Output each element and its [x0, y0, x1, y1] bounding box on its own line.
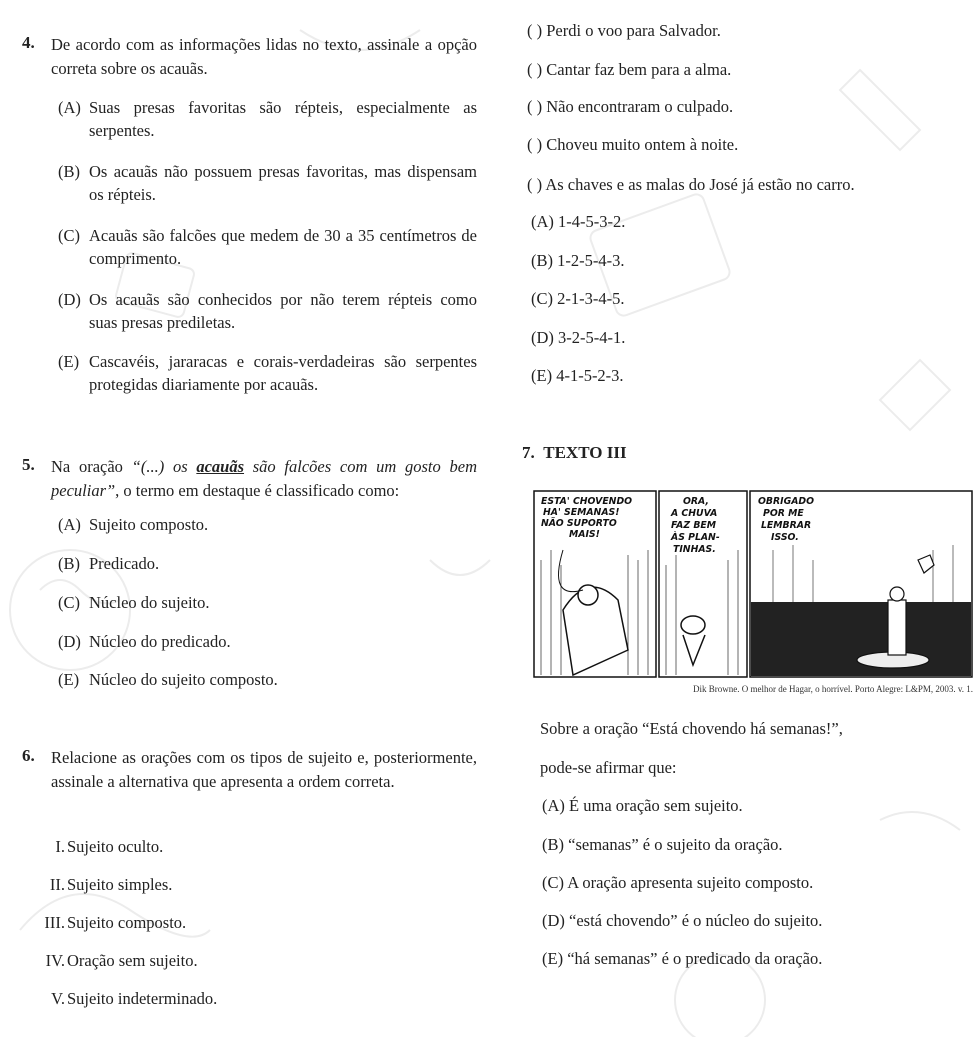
sentence-item: ( ) Perdi o voo para Salvador.	[527, 21, 721, 40]
speech-line: A CHUVA	[671, 508, 718, 519]
speech-line: ESTA' CHOVENDO	[541, 496, 633, 507]
question-lead: Na oração	[51, 457, 132, 476]
speech-line: FAZ BEM	[671, 520, 717, 531]
question-7-heading	[522, 442, 627, 464]
sentence-item: ( ) As chaves e as malas do José já estão no carro.	[527, 175, 855, 194]
option-text: Núcleo do predicado.	[89, 632, 231, 651]
question-tail: , o termo em destaque é classificado como:	[115, 481, 400, 500]
answer-option[interactable]	[58, 224, 477, 270]
answer-option[interactable]	[531, 250, 624, 272]
answer-option[interactable]	[542, 795, 743, 817]
answer-option[interactable]	[58, 668, 477, 691]
subject-type-item	[30, 836, 163, 858]
speech-line: TINHAS.	[673, 544, 716, 555]
speech-line: OBRIGADO	[758, 496, 815, 507]
question-number: 7.	[522, 443, 535, 462]
subject-type-item	[30, 874, 172, 896]
option-label: (E)	[531, 366, 553, 385]
option-label: (C)	[542, 873, 564, 892]
question-number: 6.	[22, 746, 35, 765]
subject-type-text: Sujeito indeterminado.	[67, 989, 218, 1008]
question-prompt-line-1: Sobre a oração “Está chovendo há semanas!”,	[540, 719, 843, 738]
roman-numeral: I.	[55, 837, 65, 856]
option-text: Os acauãs não possuem presas favoritas, mas dispensam os répteis.	[89, 162, 477, 204]
speech-line: ISSO.	[771, 532, 799, 543]
speech-line: POR ME	[763, 508, 804, 519]
answer-option[interactable]	[542, 910, 822, 932]
subject-type-text: Sujeito composto.	[67, 913, 187, 932]
option-text: É uma oração sem sujeito.	[569, 796, 743, 815]
option-text: Cascavéis, jararacas e corais-verdadeiras são serpentes protegidas diariamente por acauãs.	[89, 352, 477, 394]
option-label: (A)	[58, 98, 81, 117]
speech-line: NÃO SUPORTO	[541, 518, 617, 529]
answer-option[interactable]	[58, 350, 477, 396]
option-label: (E)	[542, 949, 564, 968]
option-text: Sujeito composto.	[89, 515, 209, 534]
option-text: Suas presas favoritas são répteis, especialmente as serpentes.	[89, 98, 477, 140]
question-number: 4.	[22, 33, 35, 52]
answer-option[interactable]	[531, 327, 625, 349]
answer-option[interactable]	[531, 211, 625, 233]
option-text: 2-1-3-4-5.	[557, 289, 625, 308]
option-label: (E)	[58, 352, 80, 371]
answer-option[interactable]	[542, 948, 822, 970]
sentence-item: ( ) Cantar faz bem para a alma.	[527, 60, 732, 79]
option-label: (C)	[58, 593, 80, 612]
answer-option[interactable]	[58, 513, 477, 536]
option-label: (D)	[542, 911, 565, 930]
subject-type-text: Sujeito simples.	[67, 875, 173, 894]
answer-option[interactable]	[58, 630, 477, 653]
option-label: (E)	[58, 670, 80, 689]
answer-option[interactable]	[531, 288, 624, 310]
speech-line: MAIS!	[569, 529, 600, 540]
option-label: (A)	[531, 212, 554, 231]
roman-numeral: III.	[44, 913, 65, 932]
option-text: “há semanas” é o predicado da oração.	[567, 949, 823, 968]
option-label: (B)	[58, 554, 80, 573]
option-label: (A)	[58, 515, 81, 534]
answer-option[interactable]	[58, 288, 477, 334]
subject-type-item	[30, 912, 186, 934]
answer-option[interactable]	[58, 160, 477, 206]
answer-option[interactable]	[58, 591, 477, 614]
speech-line: HA' SEMANAS!	[543, 507, 620, 518]
option-text: 1-2-5-4-3.	[557, 251, 625, 270]
option-label: (C)	[58, 226, 80, 245]
option-label: (D)	[58, 290, 81, 309]
option-label: (D)	[531, 328, 554, 347]
option-label: (C)	[531, 289, 553, 308]
option-label: (D)	[58, 632, 81, 651]
answer-option[interactable]	[58, 552, 477, 575]
option-label: (A)	[542, 796, 565, 815]
answer-option[interactable]	[58, 96, 477, 142]
question-prompt-line-2: pode-se afirmar que:	[540, 758, 677, 777]
option-text: Núcleo do sujeito composto.	[89, 670, 278, 689]
option-text: Acauãs são falcões que medem de 30 a 35 centímetros de comprimento.	[89, 226, 477, 268]
comic-credit: Dik Browne. O melhor de Hagar, o horrível. Porto Alegre: L&PM, 2003. v. 1.	[692, 684, 973, 694]
option-text: 4-1-5-2-3.	[556, 366, 624, 385]
option-text: “está chovendo” é o núcleo do sujeito.	[569, 911, 823, 930]
option-text: 1-4-5-3-2.	[558, 212, 626, 231]
question-text: De acordo com as informações lidas no texto, assinale a opção correta sobre os acauãs.	[51, 35, 477, 78]
speech-line: ÀS PLAN-	[671, 532, 720, 543]
roman-numeral: II.	[49, 875, 65, 894]
comic-panel-1	[534, 491, 656, 677]
subject-type-item	[30, 988, 217, 1010]
sentence-item: ( ) Não encontraram o culpado.	[527, 97, 734, 116]
subject-type-item	[30, 950, 198, 972]
sentence-item: ( ) Choveu muito ontem à noite.	[527, 135, 739, 154]
question-text: Relacione as orações com os tipos de sujeito e, posteriormente, assinale a alternativa que apresenta a ordem correta.	[51, 748, 477, 791]
subject-type-text: Oração sem sujeito.	[67, 951, 198, 970]
roman-numeral: V.	[51, 989, 65, 1008]
option-text: “semanas” é o sujeito da oração.	[568, 835, 783, 854]
answer-option[interactable]	[531, 365, 624, 387]
question-number: 5.	[22, 455, 35, 474]
highlighted-term: acauãs	[196, 457, 245, 476]
comic-panel-3	[750, 491, 972, 677]
option-label: (B)	[542, 835, 564, 854]
option-text: Núcleo do sujeito.	[89, 593, 210, 612]
quote-start: “(...) os	[131, 457, 197, 476]
question-4	[22, 33, 477, 81]
option-text: 3-2-5-4-1.	[558, 328, 626, 347]
hagar-comic-strip	[533, 490, 973, 678]
question-text	[51, 455, 477, 503]
question-6	[22, 746, 477, 794]
speech-line: LEMBRAR	[761, 520, 812, 531]
speech-line: ORA,	[683, 496, 709, 507]
option-label: (B)	[531, 251, 553, 270]
roman-numeral: IV.	[45, 951, 65, 970]
option-label: (B)	[58, 162, 80, 181]
answer-option[interactable]	[542, 872, 813, 894]
subject-type-text: Sujeito oculto.	[67, 837, 164, 856]
option-text: A oração apresenta sujeito composto.	[567, 873, 814, 892]
comic-panel-2	[659, 491, 747, 677]
answer-option[interactable]	[542, 834, 783, 856]
text-title: TEXTO III	[543, 443, 627, 462]
option-text: Predicado.	[89, 554, 160, 573]
question-5	[22, 455, 477, 503]
option-text: Os acauãs são conhecidos por não terem répteis como suas presas prediletas.	[89, 290, 477, 332]
quote-end: são falcões com um gosto bem peculiar”	[51, 457, 477, 500]
